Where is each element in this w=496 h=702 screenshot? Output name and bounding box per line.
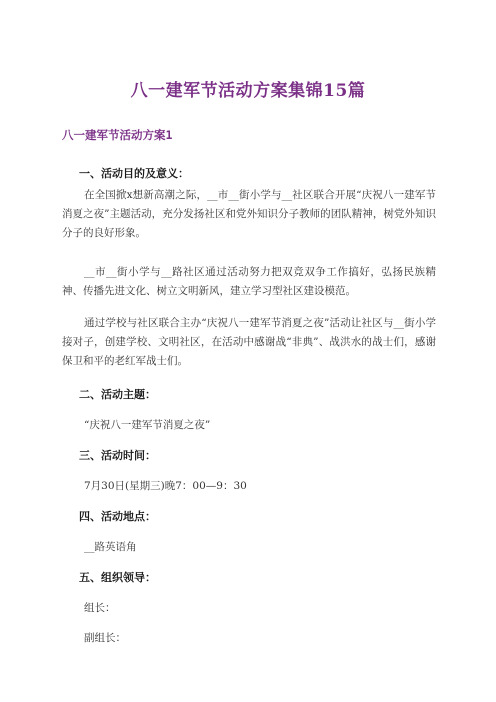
heading-theme: 二、活动主题：: [79, 388, 156, 401]
paragraph-purpose-1: 在全国掀x想新高潮之际，__市__街小学与__社区联合开展“庆祝八一建军节消夏之夜”主题活动，充分发扬社区和党外知识分子教师的团队精神，树党外知识分子的良好形象。: [62, 189, 436, 239]
paragraph-purpose-2: __市__街小学与__路社区通过活动努力把双竞双争工作搞好，弘扬民族精神、传播先进文化、树立文明新风，建立学习型社区建设模范。: [62, 266, 436, 297]
leader-text: 组长：: [84, 602, 116, 614]
deputy-leader-text: 副组长：: [84, 632, 126, 644]
time-text: 7月30日(星期三)晚7：00—9：30: [84, 480, 247, 492]
heading-time: 三、活动时间：: [79, 449, 156, 462]
heading-purpose: 一、活动目的及意义：: [79, 167, 189, 180]
document-title: 八一建军节活动方案集锦15篇: [130, 81, 366, 101]
location-text: __路英语角: [84, 541, 137, 553]
heading-leadership: 五、组织领导：: [79, 571, 156, 584]
paragraph-purpose-3: 通过学校与社区联合主办“庆祝八一建军节消夏之夜”活动让社区与__街小学接对子，创建学校、文明社区，在活动中感谢战“非典”、战洪水的战士们，感谢保卫和平的老红军战士们。: [62, 317, 436, 367]
heading-location: 四、活动地点：: [79, 510, 156, 523]
theme-text: “庆祝八一建军节消夏之夜”: [84, 419, 211, 431]
section-subtitle: 八一建军节活动方案1: [62, 128, 173, 142]
